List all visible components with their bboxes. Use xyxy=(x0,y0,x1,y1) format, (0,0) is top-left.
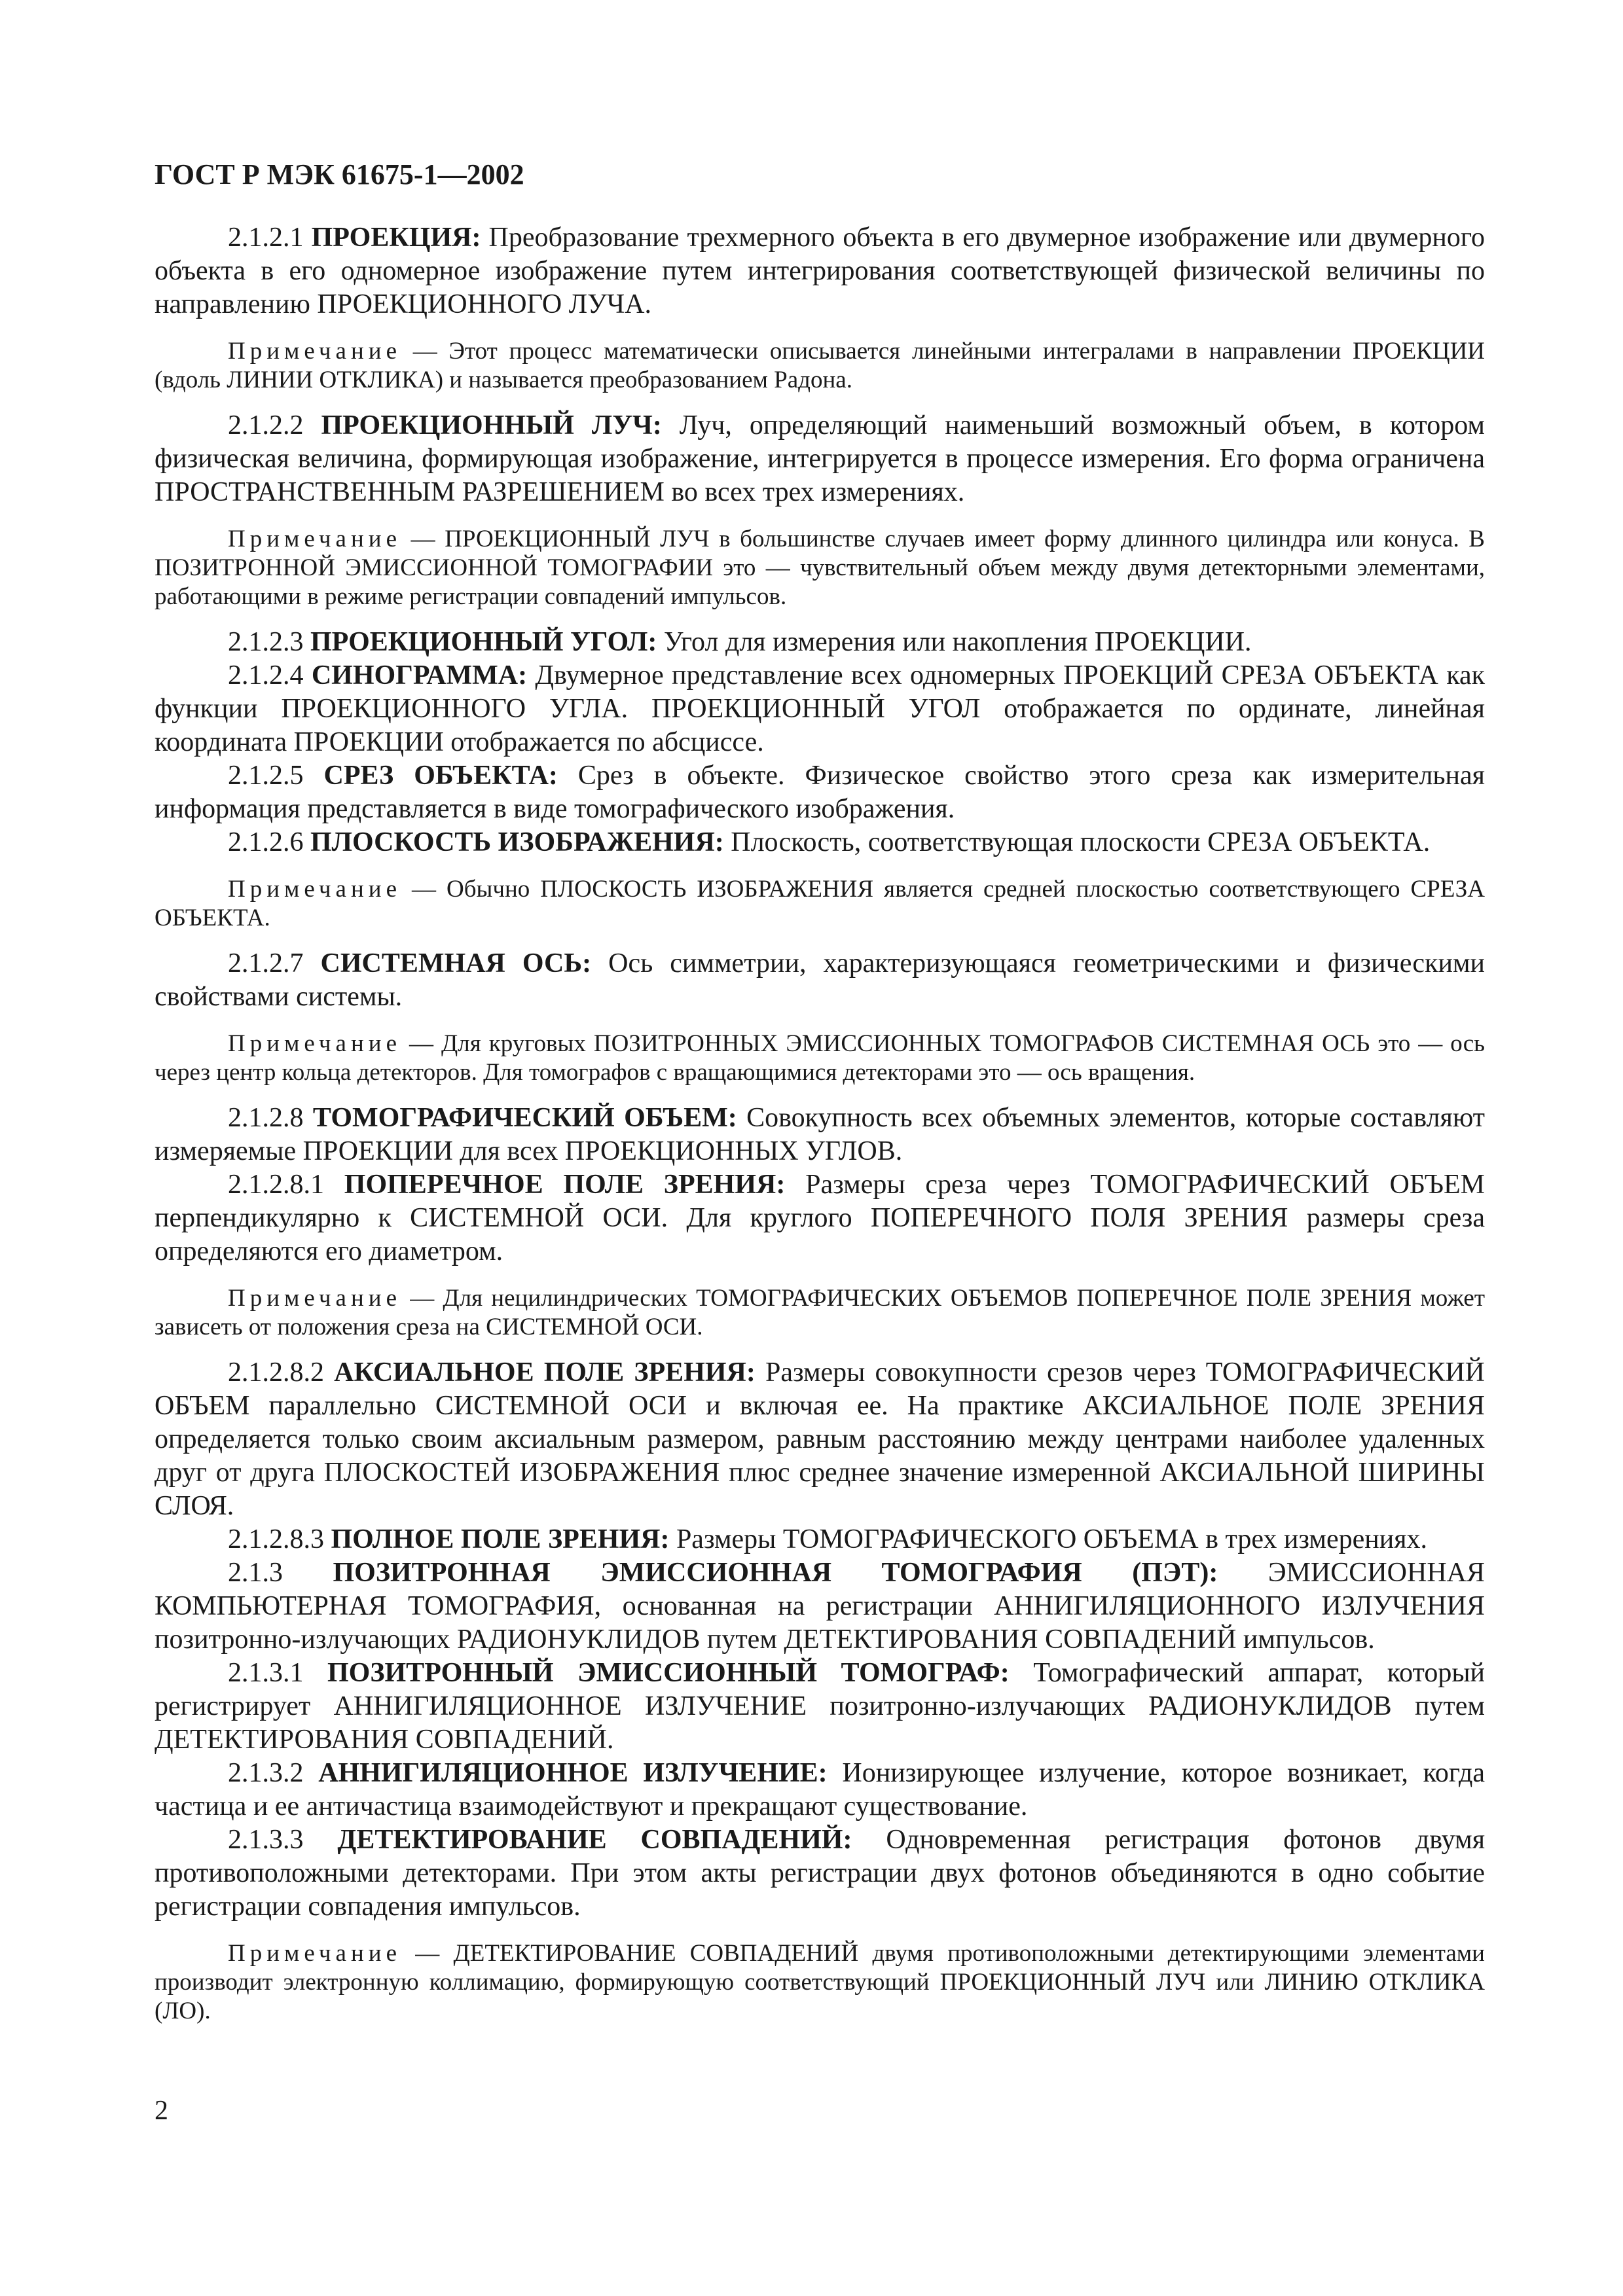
defined-term: АКСИАЛЬНОЕ ПОЛЕ ЗРЕНИЯ: xyxy=(334,1357,756,1388)
note-label: Примечание xyxy=(228,338,401,365)
definition-paragraph xyxy=(155,659,1485,759)
note-label: Примечание xyxy=(228,1285,401,1312)
defined-term: ПЛОСКОСТЬ ИЗОБРАЖЕНИЯ: xyxy=(310,827,724,857)
definition-text: Размеры совокупности срезов через ТОМОГРАФИЧЕСКИЙ ОБЪЕМ параллельно СИСТЕМНОЙ ОСИ и включая ее. На практике АКСИАЛЬНОЕ ПОЛЕ ЗРЕНИЯ определяется только своим аксиальным размером, равным расстоянию между центрами наиболее удаленных друг от друга ПЛОСКОСТЕЙ ИЗОБРАЖЕНИЯ плюс среднее значение измеренной АКСИАЛЬНОЙ ШИРИНЫ СЛОЯ. xyxy=(155,1357,1485,1521)
definition-paragraph xyxy=(155,1168,1485,1268)
defined-term: СРЕЗ ОБЪЕКТА: xyxy=(323,761,558,791)
clause-number: 2.1.2.3 xyxy=(228,627,304,657)
definition-paragraph xyxy=(155,409,1485,509)
definition-text: Луч, определяющий наименьший возможный объем, в котором физическая величина, формирующая изображение, интегрируется в процессе измерения. Его форма ограничена ПРОСТРАНСТВЕННЫМ РАЗРЕШЕНИЕМ во всех трех измерениях. xyxy=(155,410,1486,507)
definition-paragraph xyxy=(155,1356,1485,1523)
defined-term: ПОПЕРЕЧНОЕ ПОЛЕ ЗРЕНИЯ: xyxy=(344,1170,786,1200)
note-text: — Этот процесс математически описывается линейными интегралами в направлении ПРОЕКЦИИ (вдоль ЛИНИИ ОТКЛИКА) и называется преобразованием Радона. xyxy=(155,338,1486,393)
note-paragraph xyxy=(155,525,1485,611)
note-paragraph xyxy=(155,337,1485,395)
definition-text: Угол для измерения или накопления ПРОЕКЦИИ. xyxy=(663,627,1252,657)
clause-number: 2.1.2.7 xyxy=(228,948,304,978)
definition-text: Одновременная регистрация фотонов двумя противоположными детекторами. При этом акты регистрации двух фотонов объединяются в одно событие регистрации совпадения импульсов. xyxy=(155,1825,1486,1922)
clause-number: 2.1.2.8 xyxy=(228,1103,304,1133)
note-text: — ДЕТЕКТИРОВАНИЕ СОВПАДЕНИЙ двумя противоположными детектирующими элементами производит электронную коллимацию, формирующую соответствующий ПРОЕКЦИОННЫЙ ЛУЧ или ЛИНИЮ ОТКЛИКА (ЛО). xyxy=(155,1940,1485,2024)
page-number: 2 xyxy=(155,2096,168,2126)
clause-number: 2.1.2.8.3 xyxy=(228,1524,324,1554)
document-header: ГОСТ Р МЭК 61675-1—2002 xyxy=(155,158,524,190)
definition-paragraph xyxy=(155,1823,1485,1924)
clause-number: 2.1.2.1 xyxy=(228,223,304,253)
definition-paragraph xyxy=(155,626,1485,659)
definition-text: Ось симметрии, характеризующаяся геометрическими и физическими свойствами системы. xyxy=(155,948,1486,1012)
definition-text: Совокупность всех объемных элементов, которые составляют измеряемые ПРОЕКЦИИ для всех ПРОЕКЦИОННЫХ УГЛОВ. xyxy=(155,1103,1486,1166)
defined-term: ПОЗИТРОННЫЙ ЭМИССИОННЫЙ ТОМОГРАФ: xyxy=(327,1658,1010,1688)
defined-term: ПРОЕКЦИОННЫЙ ЛУЧ: xyxy=(321,410,662,440)
definition-paragraph xyxy=(155,947,1485,1014)
note-text: — Для нецилиндрических ТОМОГРАФИЧЕСКИХ ОБЪЕМОВ ПОПЕРЕЧНОЕ ПОЛЕ ЗРЕНИЯ может зависеть от положения среза на СИСТЕМНОЙ ОСИ. xyxy=(155,1285,1486,1340)
defined-term: ДЕТЕКТИРОВАНИЕ СОВПАДЕНИЙ: xyxy=(337,1825,852,1855)
defined-term: СИНОГРАММА: xyxy=(311,660,528,691)
defined-term: АННИГИЛЯЦИОННОЕ ИЗЛУЧЕНИЕ: xyxy=(318,1758,828,1788)
note-paragraph xyxy=(155,1030,1485,1087)
note-label: Примечание xyxy=(228,876,401,903)
definition-text: Ионизирующее излучение, которое возникает, когда частица и ее античастица взаимодействуют и прекращают существование. xyxy=(155,1758,1486,1821)
defined-term: ПРОЕКЦИЯ: xyxy=(311,223,481,253)
note-text: — Для круговых ПОЗИТРОННЫХ ЭМИССИОННЫХ ТОМОГРАФОВ СИСТЕМНАЯ ОСЬ это — ось через центр кольца детекторов. Для томографов с вращающимися детекторами это — ось вращения. xyxy=(155,1030,1486,1086)
clause-number: 2.1.2.8.1 xyxy=(228,1170,324,1200)
definition-paragraph xyxy=(155,1556,1485,1657)
note-paragraph xyxy=(155,875,1485,933)
defined-term: ПРОЕКЦИОННЫЙ УГОЛ: xyxy=(310,627,657,657)
page-content xyxy=(155,157,1485,2040)
definition-paragraph xyxy=(155,1757,1485,1823)
definition-text: Двумерное представление всех одномерных ПРОЕКЦИЙ СРЕЗА ОБЪЕКТА как функции ПРОЕКЦИОННОГО УГЛА. ПРОЕКЦИОННЫЙ УГОЛ отображается по ординате, линейная координата ПРОЕКЦИИ отображается по абсциссе. xyxy=(155,660,1486,757)
defined-term: ТОМОГРАФИЧЕСКИЙ ОБЪЕМ: xyxy=(312,1103,737,1133)
clause-number: 2.1.3.2 xyxy=(228,1758,304,1788)
definition-text: Томографический аппарат, который регистрирует АННИГИЛЯЦИОННОЕ ИЗЛУЧЕНИЕ позитронно-излучающих РАДИОНУКЛИДОВ путем ДЕТЕКТИРОВАНИЯ СОВПАДЕНИЙ. xyxy=(155,1658,1486,1755)
clause-number: 2.1.2.2 xyxy=(228,410,304,440)
note-text: — Обычно ПЛОСКОСТЬ ИЗОБРАЖЕНИЯ является средней плоскостью соответствующего СРЕЗА ОБЪЕКТА. xyxy=(155,876,1486,931)
definition-text: Срез в объекте. Физическое свойство этого среза как измерительная информация представляется в виде томографического изображения. xyxy=(155,761,1485,824)
clause-number: 2.1.3.3 xyxy=(228,1825,304,1855)
definition-text: ЭМИССИОННАЯ КОМПЬЮТЕРНАЯ ТОМОГРАФИЯ, основанная на регистрации АННИГИЛЯЦИОННОГО ИЗЛУЧЕНИЯ позитронно-излучающих РАДИОНУКЛИДОВ путем ДЕТЕКТИРОВАНИЯ СОВПАДЕНИЙ импульсов. xyxy=(155,1558,1485,1655)
definition-paragraph xyxy=(155,1657,1485,1757)
definition-paragraph xyxy=(155,221,1485,321)
clause-number: 2.1.3.1 xyxy=(228,1658,304,1688)
definition-text: Размеры среза через ТОМОГРАФИЧЕСКИЙ ОБЪЕМ перпендикулярно к СИСТЕМНОЙ ОСИ. Для круглого ПОПЕРЕЧНОГО ПОЛЯ ЗРЕНИЯ размеры среза определяются его диаметром. xyxy=(155,1170,1485,1266)
definition-paragraph xyxy=(155,759,1485,826)
note-paragraph xyxy=(155,1284,1485,1342)
definition-text: Размеры ТОМОГРАФИЧЕСКОГО ОБЪЕМА в трех измерениях. xyxy=(676,1524,1428,1554)
defined-term: СИСТЕМНАЯ ОСЬ: xyxy=(320,948,592,978)
defined-term: ПОЛНОЕ ПОЛЕ ЗРЕНИЯ: xyxy=(331,1524,670,1554)
note-label: Примечание xyxy=(228,1940,401,1967)
clause-number: 2.1.2.4 xyxy=(228,660,304,691)
definition-text: Плоскость, соответствующая плоскости СРЕЗА ОБЪЕКТА. xyxy=(731,827,1431,857)
clause-number: 2.1.2.5 xyxy=(228,761,304,791)
note-label: Примечание xyxy=(228,526,401,552)
definition-paragraph xyxy=(155,1102,1485,1168)
defined-term: ПОЗИТРОННАЯ ЭМИССИОННАЯ ТОМОГРАФИЯ (ПЭТ): xyxy=(333,1558,1218,1588)
definition-paragraph xyxy=(155,826,1485,859)
note-text: — ПРОЕКЦИОННЫЙ ЛУЧ в большинстве случаев имеет форму длинного цилиндра или конуса. В ПОЗИТРОННОЙ ЭМИССИОННОЙ ТОМОГРАФИИ это — чувствительный объем между двумя детекторными элементами, работающими в режиме регистрации совпадений импульсов. xyxy=(155,526,1485,610)
clause-number: 2.1.3 xyxy=(228,1558,283,1588)
note-paragraph xyxy=(155,1939,1485,2026)
definition-text: Преобразование трехмерного объекта в его двумерное изображение или двумерного объекта в его одномерное изображение путем интегрирования соответствующей физической величины по направлению ПРОЕКЦИОННОГО ЛУЧА. xyxy=(155,223,1486,319)
definition-paragraph xyxy=(155,1523,1485,1556)
document-body xyxy=(155,221,1485,2026)
clause-number: 2.1.2.6 xyxy=(228,827,304,857)
clause-number: 2.1.2.8.2 xyxy=(228,1357,324,1388)
note-label: Примечание xyxy=(228,1030,401,1057)
